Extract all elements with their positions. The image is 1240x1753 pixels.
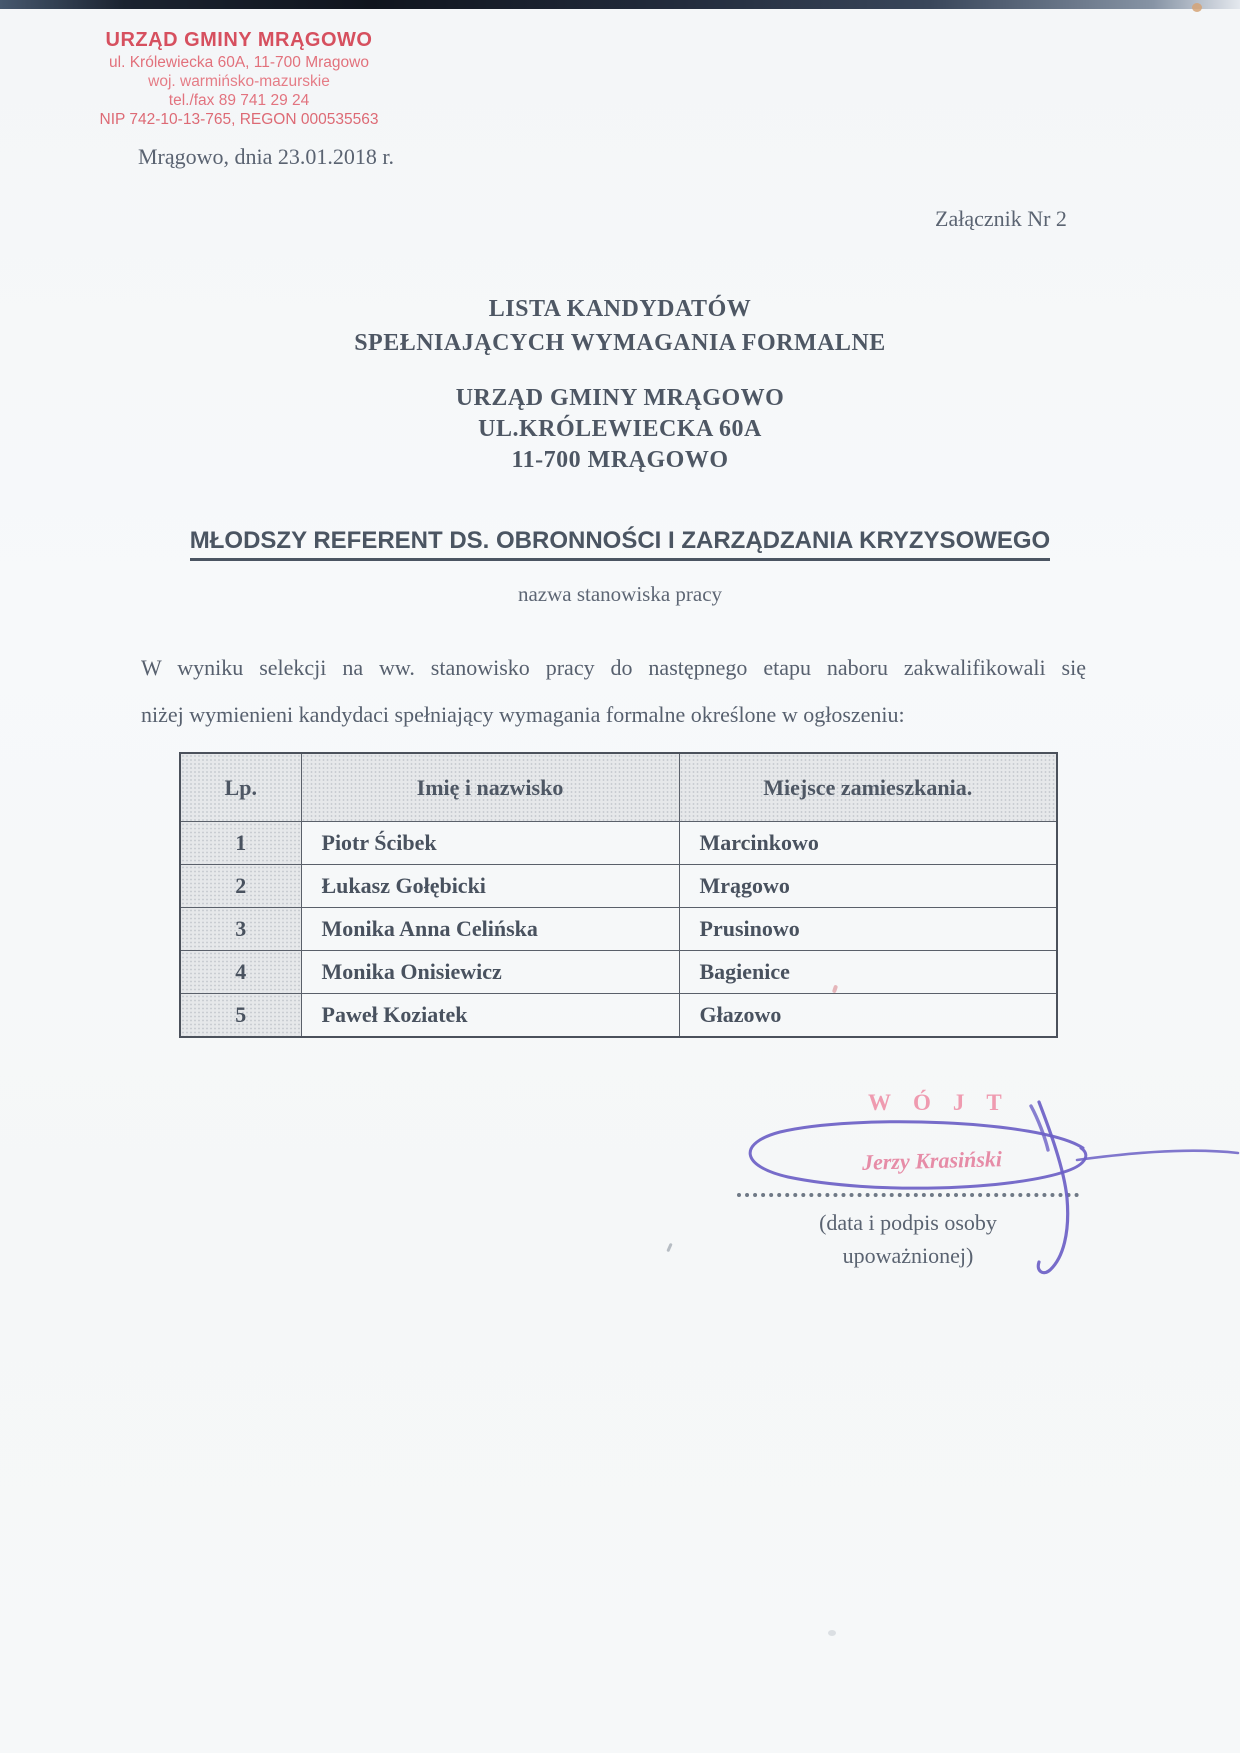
row-number: 5 — [180, 994, 301, 1038]
document-title-line1: LISTA KANDYDATÓW — [488, 296, 752, 322]
job-position-subtitle: nazwa stanowiska pracy — [517, 582, 723, 606]
table-row — [180, 951, 1057, 994]
candidate-residence: Mrągowo — [679, 865, 1057, 908]
office-city: 11-700 MRĄGOWO — [511, 447, 729, 473]
handwritten-signature — [640, 1086, 1240, 1291]
candidate-name: Piotr Ścibek — [301, 822, 679, 865]
office-name: URZĄD GMINY MRĄGOWO — [455, 385, 785, 411]
signature-caption-line1: (data i podpis osoby — [819, 1210, 997, 1235]
row-number: 4 — [180, 951, 301, 994]
candidate-name: Monika Anna Celińska — [301, 908, 679, 951]
candidate-name: Paweł Koziatek — [301, 994, 679, 1038]
stamp-phone: tel./fax 89 741 29 24 — [168, 91, 310, 109]
candidate-residence: Marcinkowo — [679, 822, 1057, 865]
document-title-line2: SPEŁNIAJĄCYCH WYMAGANIA FORMALNE — [354, 330, 886, 356]
candidate-name: Monika Onisiewicz — [301, 951, 679, 994]
table-row — [180, 865, 1057, 908]
signature-caption-line2: upoważnionej) — [842, 1243, 974, 1268]
row-number: 1 — [180, 822, 301, 865]
header-residence: Miejsce zamieszkania. — [679, 753, 1057, 822]
office-address-block — [0, 383, 1240, 476]
scan-artifact-smudge — [828, 1630, 836, 1636]
table-row — [180, 908, 1057, 951]
candidate-residence: Bagienice — [679, 951, 1057, 994]
stamp-street: ul. Królewiecka 60A, 11-700 Mragowo — [109, 53, 369, 71]
intro-line2: niżej wymienieni kandydaci spełniający wymagania formalne określone w ogłoszeniu: — [141, 702, 905, 727]
table-row — [180, 822, 1057, 865]
scanner-edge-strip — [0, 0, 1240, 9]
candidates-table — [179, 752, 1058, 1038]
scan-artifact-dot — [1192, 3, 1202, 12]
table-row — [180, 994, 1057, 1038]
table-header-row — [180, 753, 1057, 822]
job-position-heading-wrap — [0, 527, 1240, 561]
candidate-name: Łukasz Gołębicki — [301, 865, 679, 908]
row-number: 2 — [180, 865, 301, 908]
stamp-office-name: URZĄD GMINY MRĄGOWO — [105, 29, 373, 51]
row-number: 3 — [180, 908, 301, 951]
mayor-name-stamp: Jerzy Krasiński — [861, 1146, 1003, 1175]
stamp-nip-regon: NIP 742-10-13-765, REGON 000535563 — [99, 110, 379, 128]
intro-line1: W wyniku selekcji na ww. stanowisko pracy do następnego etapu naboru zakwalifikowali się — [141, 655, 1086, 680]
stamp-voivodeship: woj. warmińsko-mazurskie — [148, 72, 330, 90]
job-position-title: MŁODSZY REFERENT DS. OBRONNOŚCI I ZARZĄDZANIA KRYZYSOWEGO — [190, 527, 1050, 561]
place-and-date: Mrągowo, dnia 23.01.2018 r. — [138, 144, 395, 169]
office-address-stamp — [84, 28, 394, 129]
mayor-role-stamp: WÓJT — [868, 1090, 1024, 1115]
document-title — [0, 292, 1240, 360]
candidate-residence: Głazowo — [679, 994, 1057, 1038]
candidate-residence: Prusinowo — [679, 908, 1057, 951]
intro-paragraph — [141, 644, 1086, 738]
attachment-number: Załącznik Nr 2 — [935, 206, 1067, 231]
header-lp: Lp. — [180, 753, 301, 822]
office-street: UL.KRÓLEWIECKA 60A — [478, 416, 762, 442]
header-name: Imię i nazwisko — [301, 753, 679, 822]
